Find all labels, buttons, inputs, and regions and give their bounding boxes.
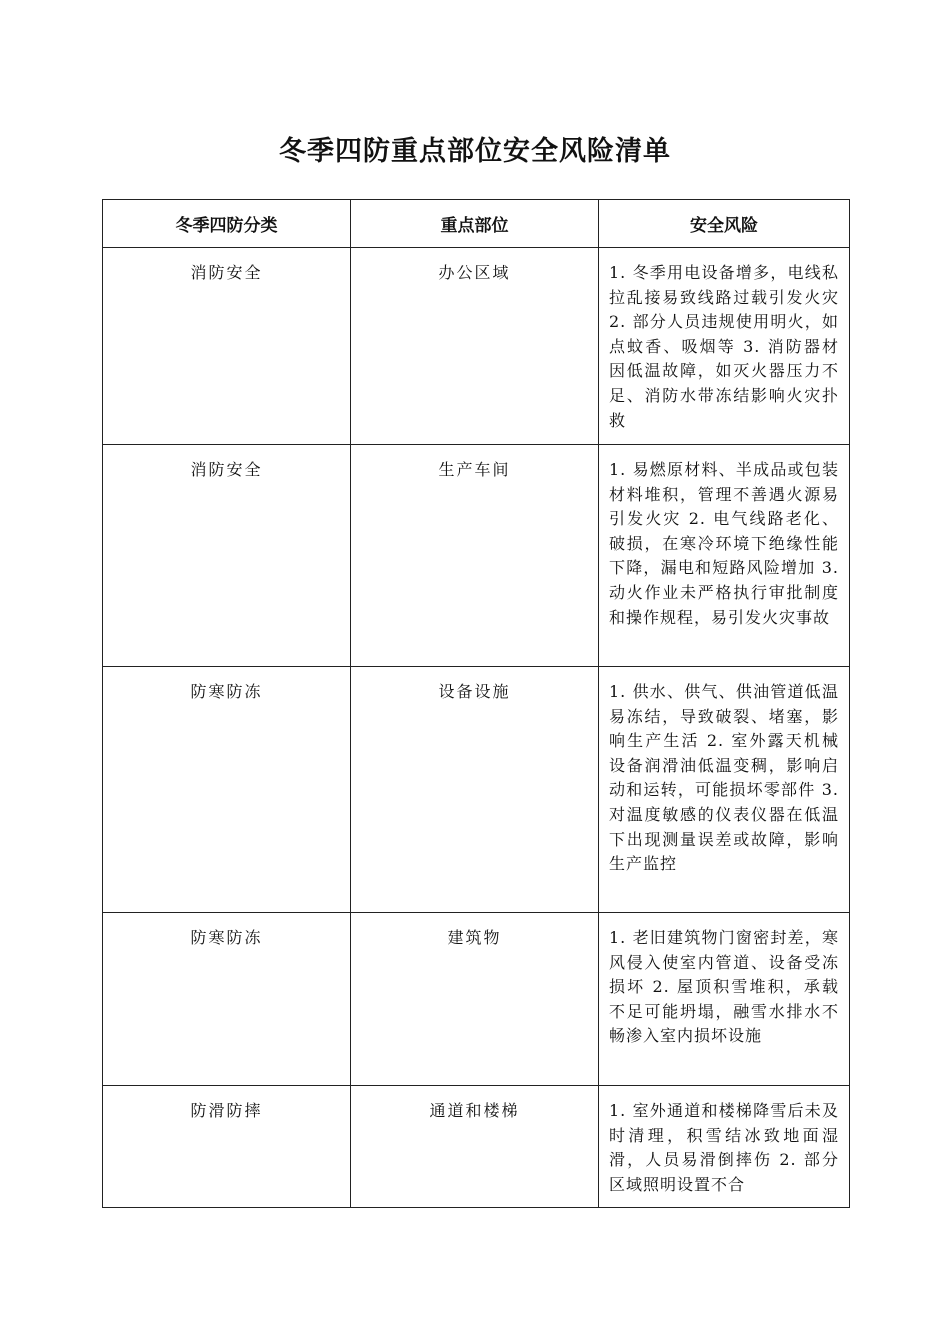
table-body xyxy=(103,248,850,1208)
header-category: 冬季四防分类 xyxy=(103,200,351,248)
cell-risk: 1. 供水、供气、供油管道低温易冻结，导致破裂、堵塞，影响生产生活 2. 室外露天机械设备润滑油低温变稠，影响启动和运转，可能损坏零部件 3. 对温度敏感的仪表仪器在低温下出现测量误差或故障，影响生产监控 xyxy=(599,667,850,913)
cell-risk: 1. 室外通道和楼梯降雪后未及时清理，积雪结冰致地面湿滑，人员易滑倒摔伤 2. 部分区域照明设置不合 xyxy=(599,1086,850,1208)
header-risk: 安全风险 xyxy=(599,200,850,248)
cell-risk: 1. 冬季用电设备增多，电线私拉乱接易致线路过载引发火灾 2. 部分人员违规使用明火，如点蚊香、吸烟等 3. 消防器材因低温故障，如灭火器压力不足、消防水带冻结影响火灾扑救 xyxy=(599,248,850,445)
cell-risk: 1. 易燃原材料、半成品或包装材料堆积，管理不善遇火源易引发火灾 2. 电气线路老化、破损，在寒冷环境下绝缘性能下降，漏电和短路风险增加 3. 动火作业未严格执行审批制度和操作规程，易引发火灾事故 xyxy=(599,445,850,667)
cell-risk: 1. 老旧建筑物门窗密封差，寒风侵入使室内管道、设备受冻损坏 2. 屋顶积雪堆积，承载不足可能坍塌，融雪水排水不畅渗入室内损坏设施 xyxy=(599,913,850,1086)
header-row xyxy=(103,200,850,248)
page-title: 冬季四防重点部位安全风险清单 xyxy=(279,136,671,167)
cell-category: 消防安全 xyxy=(103,248,351,445)
table-header xyxy=(103,200,850,248)
table-row xyxy=(103,913,850,1086)
cell-area: 生产车间 xyxy=(351,445,599,667)
cell-category: 防寒防冻 xyxy=(103,667,351,913)
cell-area: 办公区域 xyxy=(351,248,599,445)
cell-area: 建筑物 xyxy=(351,913,599,1086)
table-row xyxy=(103,248,850,445)
cell-category: 消防安全 xyxy=(103,445,351,667)
cell-area: 通道和楼梯 xyxy=(351,1086,599,1208)
table-row xyxy=(103,1086,850,1208)
cell-category: 防滑防摔 xyxy=(103,1086,351,1208)
cell-category: 防寒防冻 xyxy=(103,913,351,1086)
table-row xyxy=(103,667,850,913)
risk-table xyxy=(102,199,850,1208)
header-area: 重点部位 xyxy=(351,200,599,248)
table-row xyxy=(103,445,850,667)
cell-area: 设备设施 xyxy=(351,667,599,913)
